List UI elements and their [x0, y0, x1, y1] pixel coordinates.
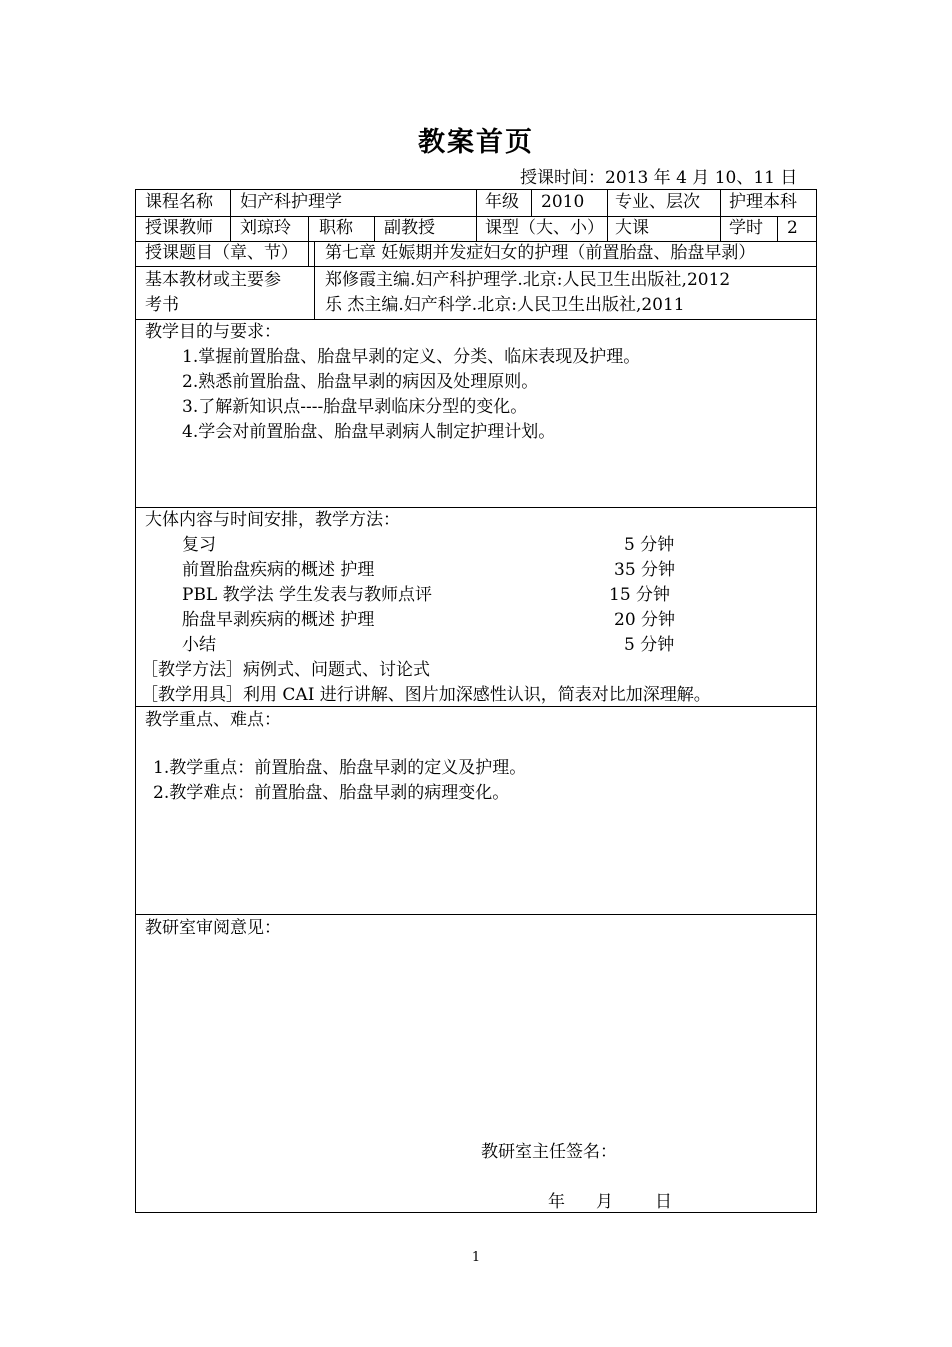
topic-label: 授课题目（章、节） [145, 243, 298, 263]
objectives-heading: 教学目的与要求： [145, 322, 281, 342]
lesson-plan-table [135, 189, 817, 1213]
review-heading: 教研室审阅意见： [145, 918, 281, 938]
col-divider [308, 216, 309, 266]
rank-value: 副教授 [384, 218, 435, 238]
teaching-methods: ［教学方法］病例式、问题式、讨论式 [141, 660, 430, 680]
date-day: 日 [655, 1192, 672, 1212]
schedule-item-time: 35 分钟 [614, 560, 676, 580]
rank-label: 职称 [319, 218, 353, 238]
col-divider [314, 241, 315, 319]
grade-label: 年级 [485, 192, 519, 212]
book-reference: 郑修霞主编.妇产科护理学.北京:人民卫生出版社,2012 [325, 270, 731, 290]
hours-value: 2 [787, 218, 798, 238]
hours-label: 学时 [729, 218, 763, 238]
course-name-label: 课程名称 [145, 192, 213, 212]
col-divider [374, 216, 375, 241]
col-divider [531, 190, 532, 216]
grade-value: 2010 [541, 192, 585, 212]
page-title: 教案首页 [418, 127, 534, 158]
schedule-heading: 大体内容与时间安排，教学方法： [145, 510, 400, 530]
date-month: 月 [596, 1192, 613, 1212]
books-label: 基本教材或主要参 [145, 270, 281, 290]
major-label: 专业、层次 [615, 192, 700, 212]
teacher-value: 刘琼玲 [240, 218, 291, 238]
schedule-item-time: 5 分钟 [624, 535, 675, 555]
keypoints-heading: 教学重点、难点： [145, 710, 281, 730]
topic-value: 第七章 妊娠期并发症妇女的护理（前置胎盘、胎盘早剥） [325, 243, 756, 263]
page-number: 1 [471, 1250, 481, 1265]
teaching-time: 授课时间：2013 年 4 月 10、11 日 [520, 168, 798, 188]
col-divider [476, 190, 477, 216]
schedule-item-time: 15 分钟 [609, 585, 671, 605]
keypoint-item: 1.教学重点：前置胎盘、胎盘早剥的定义及护理。 [153, 758, 527, 778]
teacher-label: 授课教师 [145, 218, 213, 238]
schedule-item-name: 小结 [182, 635, 216, 655]
col-divider [720, 216, 721, 241]
schedule-item-name: 复习 [182, 535, 216, 555]
col-divider [777, 216, 778, 241]
col-divider [230, 190, 231, 241]
row-divider [136, 914, 816, 915]
schedule-item-name: 胎盘早剥疾病的概述 护理 [182, 610, 375, 630]
date-year: 年 [548, 1192, 565, 1212]
schedule-item-time: 5 分钟 [624, 635, 675, 655]
row-divider [136, 266, 816, 267]
objective-item: 4.学会对前置胎盘、胎盘早剥病人制定护理计划。 [182, 422, 556, 442]
teaching-tools: ［教学用具］利用 CAI 进行讲解、图片加深感性认识，简表对比加深理解。 [141, 685, 711, 705]
col-divider [607, 190, 608, 241]
schedule-item-time: 20 分钟 [614, 610, 676, 630]
objective-item: 3.了解新知识点----胎盘早剥临床分型的变化。 [182, 397, 528, 417]
col-divider [720, 190, 721, 216]
objective-item: 2.熟悉前置胎盘、胎盘早剥的病因及处理原则。 [182, 372, 539, 392]
books-label-cont: 考书 [145, 295, 179, 315]
book-reference: 乐 杰主编.妇产科学.北京:人民卫生出版社,2011 [325, 295, 685, 315]
major-value: 护理本科 [729, 192, 797, 212]
objective-item: 1.掌握前置胎盘、胎盘早剥的定义、分类、临床表现及护理。 [182, 347, 641, 367]
schedule-item-name: PBL 教学法 学生发表与教师点评 [182, 585, 433, 605]
course-type-label: 课型（大、小） [485, 218, 604, 238]
director-signature: 教研室主任签名： [481, 1142, 617, 1162]
keypoint-item: 2.教学难点：前置胎盘、胎盘早剥的病理变化。 [153, 783, 510, 803]
col-divider [476, 216, 477, 241]
schedule-item-name: 前置胎盘疾病的概述 护理 [182, 560, 375, 580]
course-type-value: 大课 [615, 218, 649, 238]
course-name-value: 妇产科护理学 [240, 192, 342, 212]
